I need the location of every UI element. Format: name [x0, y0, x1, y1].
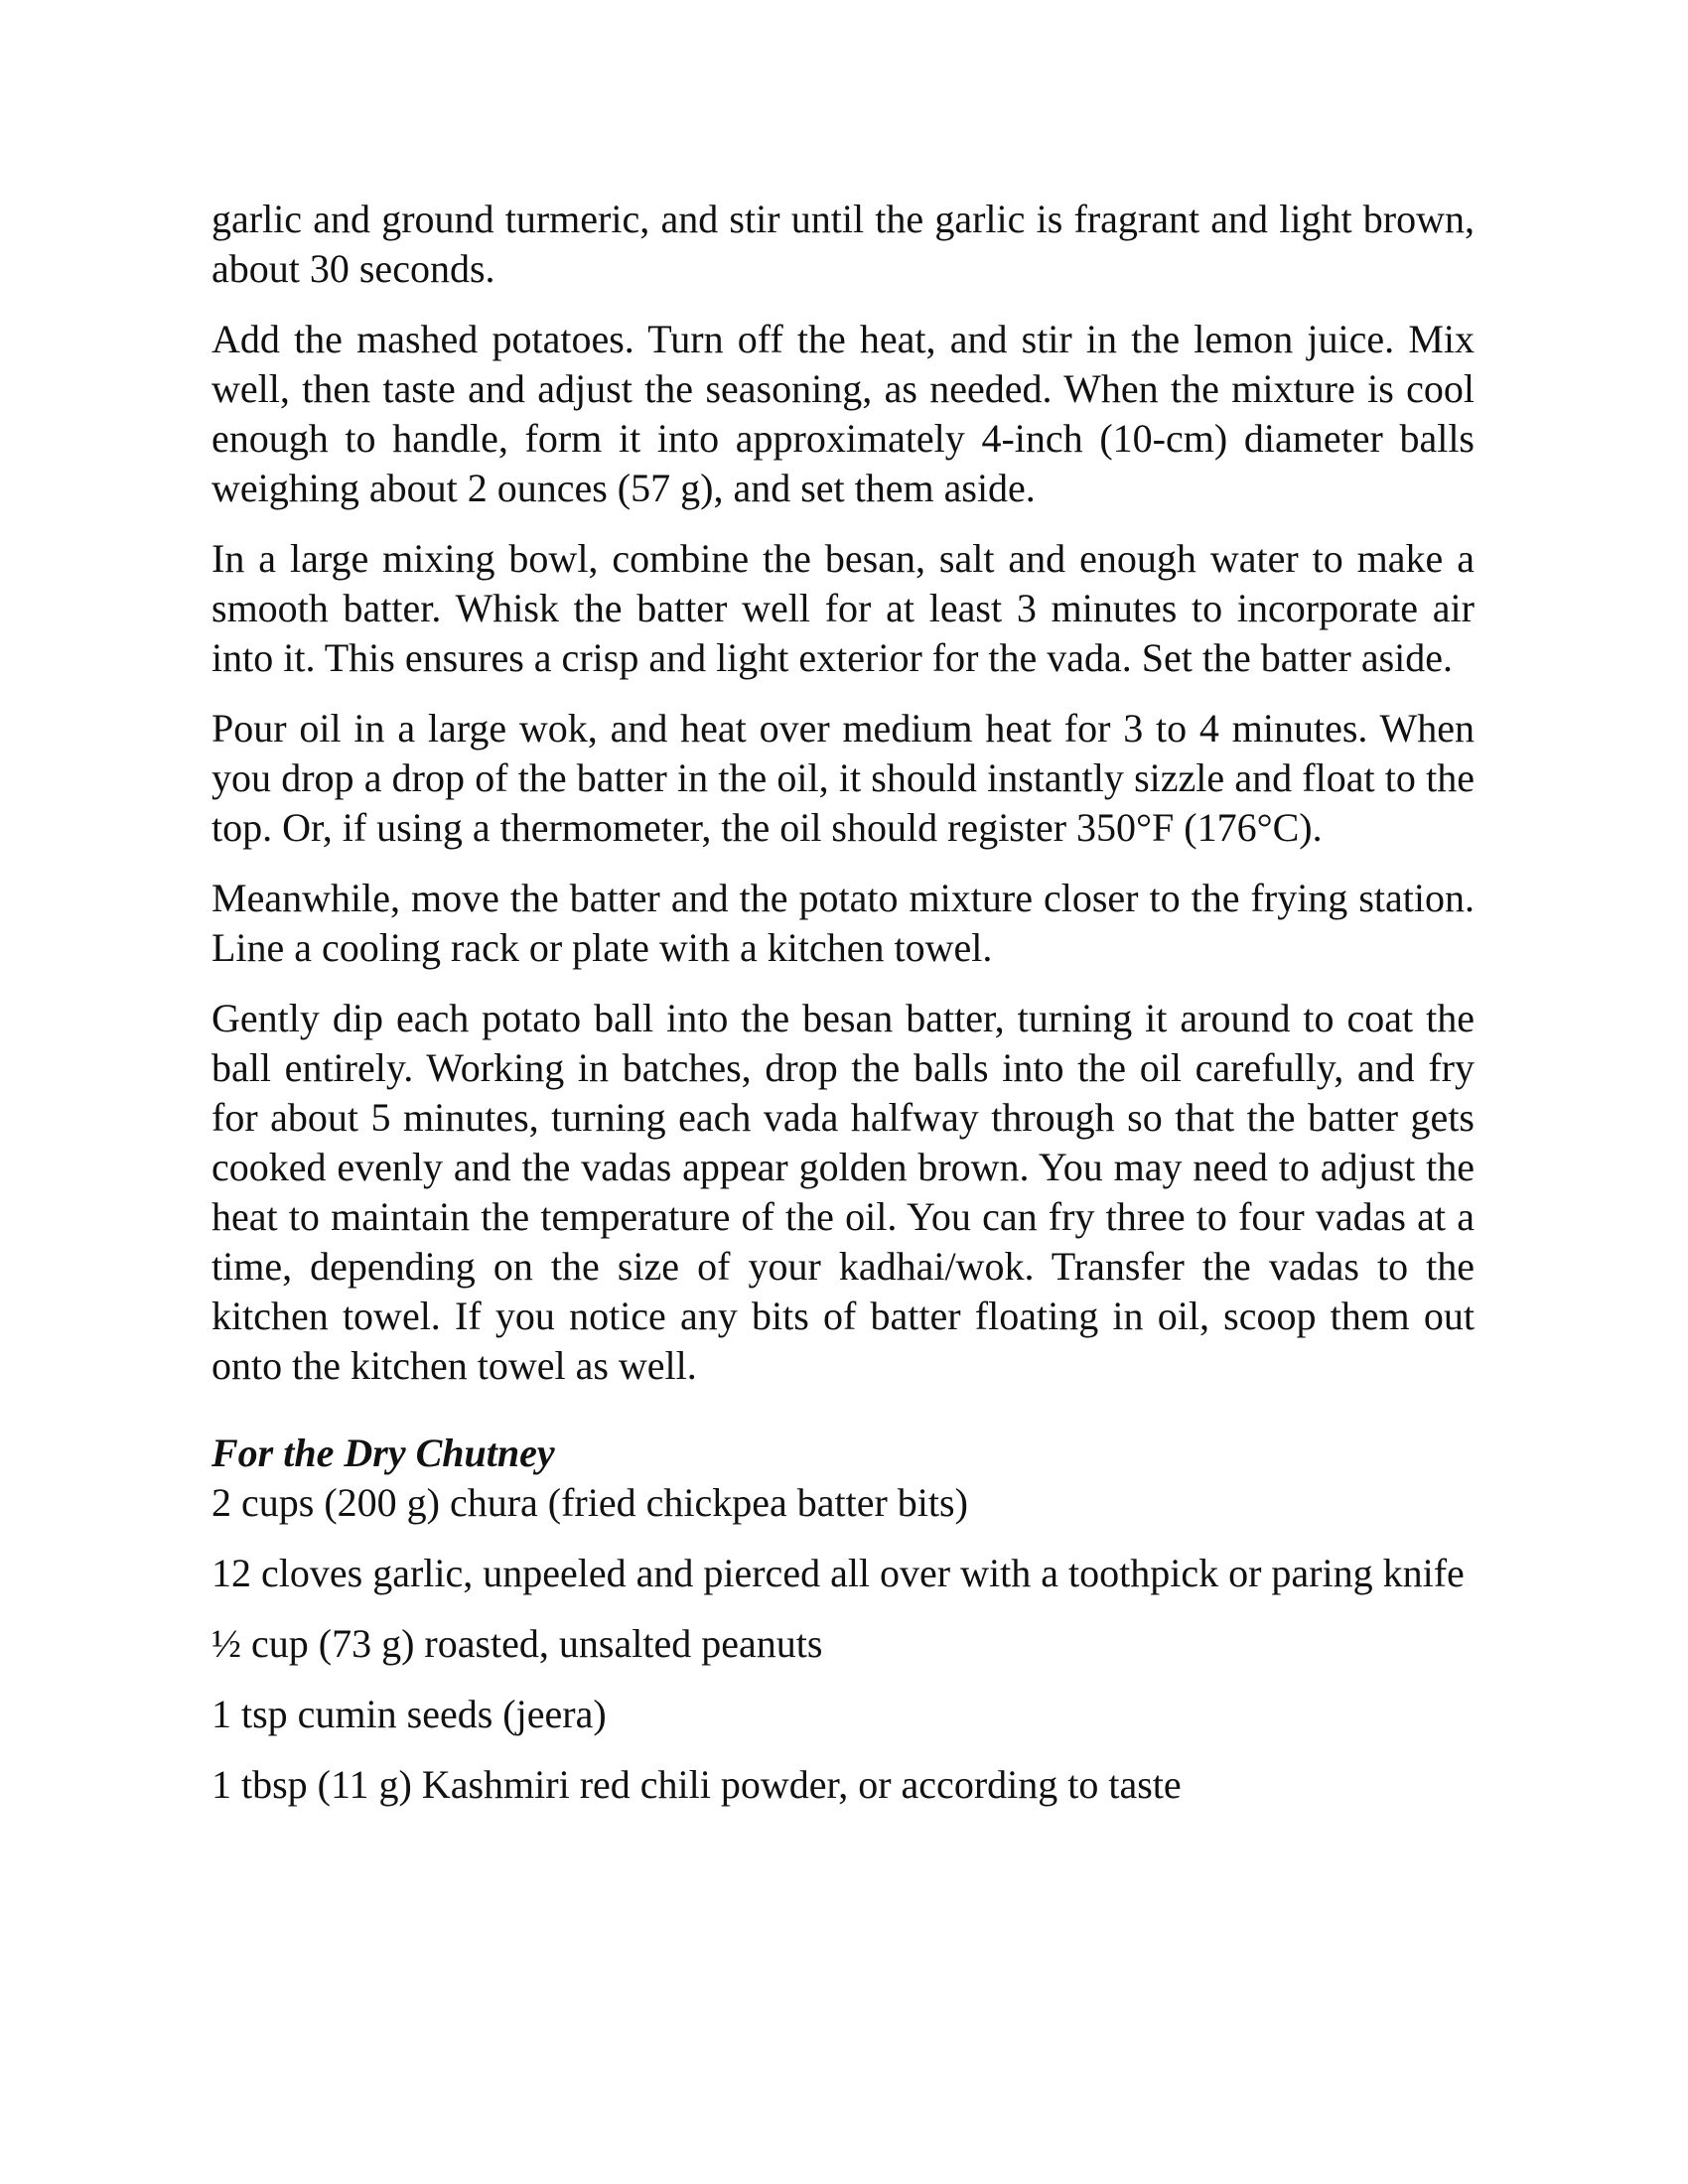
method-paragraph-4: Pour oil in a large wok, and heat over medium heat for 3 to 4 minutes. When you drop a drop of the batter in the oil, it should instantly sizzle and float to the top. Or, if using a thermometer, the oil should register 350°F (176°C).	[211, 706, 1475, 850]
method-paragraph-3: In a large mixing bowl, combine the besan, salt and enough water to make a smooth batter. Whisk the batter well for at least 3 minutes to incorporate air into it. This ensures a crisp and light exterior for the vada. Set the batter aside.	[211, 536, 1475, 680]
method-paragraph-2: Add the mashed potatoes. Turn off the heat, and stir in the lemon juice. Mix well, then taste and adjust the seasoning, as needed. When the mixture is cool enough to handle, form it into approximately 4-inch (10-cm) diameter balls weighing about 2 ounces (57 g), and set them aside.	[211, 317, 1475, 510]
document-page	[211, 195, 1475, 1831]
method-paragraph-5: Meanwhile, move the batter and the potato mixture closer to the frying station. Line a cooling rack or plate with a kitchen towel.	[211, 876, 1475, 970]
dry-chutney-heading: For the Dry Chutney	[211, 1431, 555, 1475]
ingredient-item: 12 cloves garlic, unpeeled and pierced all over with a toothpick or paring knife	[211, 1551, 1465, 1595]
method-paragraph-6: Gently dip each potato ball into the besan batter, turning it around to coat the ball entirely. Working in batches, drop the balls into the oil carefully, and fry for about 5 minutes, turning each vada halfway through so that the batter gets cooked evenly and the vadas appear golden brown. You may need to adjust the heat to maintain the temperature of the oil. You can fry three to four vadas at a time, depending on the size of your kadhai/wok. Transfer the vadas to the kitchen towel. If you notice any bits of batter floating in oil, scoop them out onto the kitchen towel as well.	[211, 996, 1475, 1388]
method-paragraph-1: garlic and ground turmeric, and stir until the garlic is fragrant and light brown, about 30 seconds.	[211, 197, 1475, 291]
ingredient-item: 2 cups (200 g) chura (fried chickpea batter bits)	[211, 1480, 968, 1525]
ingredient-item: 1 tsp cumin seeds (jeera)	[211, 1692, 607, 1736]
ingredient-item: ½ cup (73 g) roasted, unsalted peanuts	[211, 1621, 823, 1666]
ingredient-item: 1 tbsp (11 g) Kashmiri red chili powder, or according to taste	[211, 1762, 1182, 1807]
